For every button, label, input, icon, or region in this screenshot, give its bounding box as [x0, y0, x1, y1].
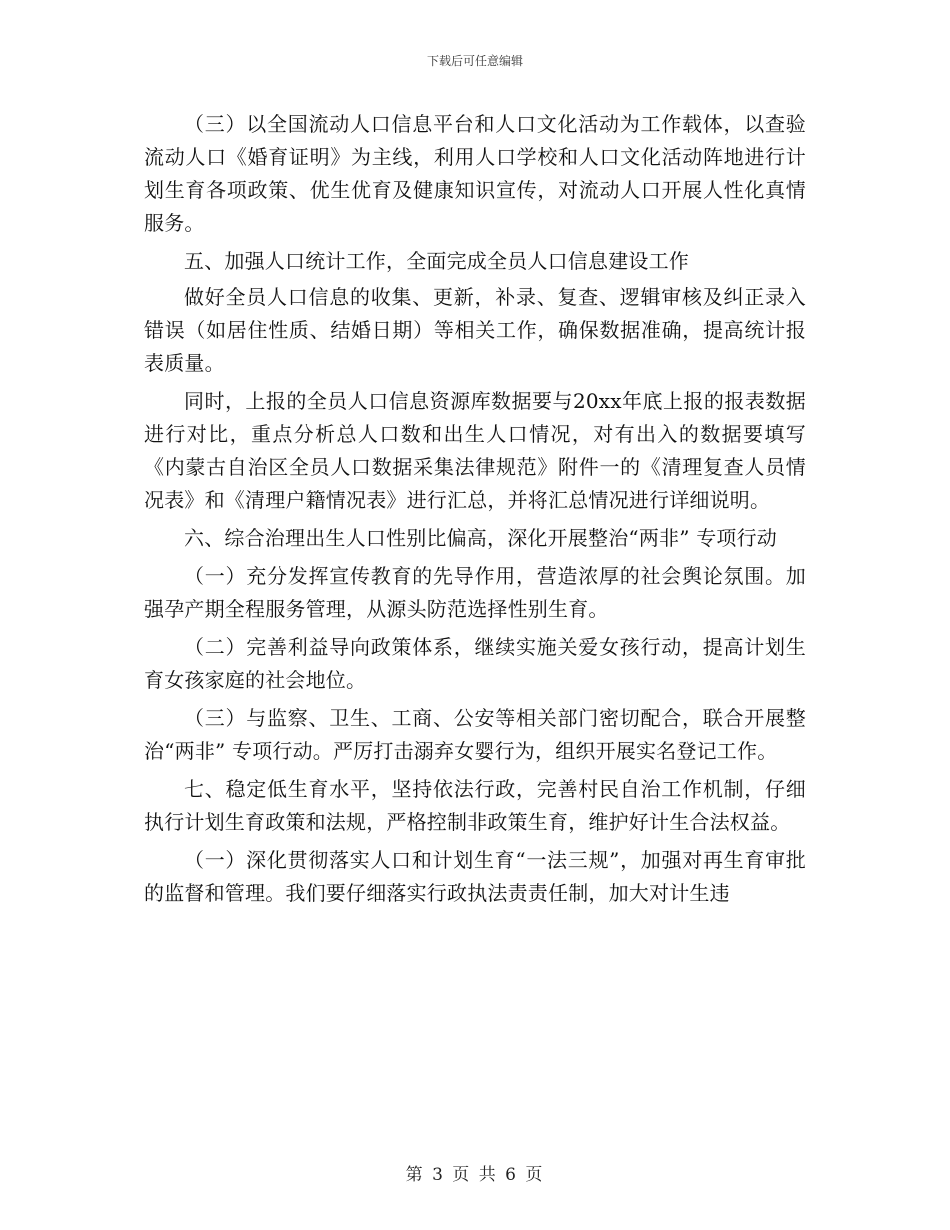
section-heading-6: 六、综合治理出生人口性别比偏高，深化开展整治“两非” 专项行动 — [184, 526, 778, 550]
section-heading-5: 五、加强人口统计工作，全面完成全员人口信息建设工作 — [184, 249, 689, 273]
page-footer: 第 3 页 共 6 页 — [405, 1165, 545, 1185]
paragraph-6-3: （三）与监察、卫生、工商、公安等相关部门密切配合，联合开展整治“两非” 专项行动。严厉打击溺弃女婴行为，组织开展实名登记工作。 — [144, 706, 806, 763]
document-body — [144, 108, 806, 915]
paragraph-info-collection: 做好全员人口信息的收集、更新，补录、复查、逻辑审核及纠正录入错误（如居住性质、结婚日期）等相关工作，确保数据准确，提高统计报表质量。 — [144, 285, 806, 375]
section-heading-7: 七、稳定低生育水平，坚持依法行政，完善村民自治工作机制，仔细执行计划生育政策和法规，严格控制非政策生育，维护好计生合法权益。 — [144, 777, 806, 834]
page-header: 下载后可任意编辑 — [426, 54, 523, 68]
paragraph-data-comparison: 同时，上报的全员人口信息资源库数据要与20xx年底上报的报表数据进行对比，重点分析总人口数和出生人口情况，对有出入的数据要填写《内蒙古自治区全员人口数据采集法律规范》附件一的《清理复查人员情况表》和《清理户籍情况表》进行汇总，并将汇总情况进行详细说明。 — [144, 389, 806, 512]
paragraph-7-1: （一）深化贯彻落实人口和计划生育“一法三规”，加强对再生育审批的监督和管理。我们要仔细落实行政执法责责任制，加大对计生违 — [144, 848, 806, 905]
paragraph-3-platform: （三）以全国流动人口信息平台和人口文化活动为工作载体，以查验流动人口《婚育证明》为主线，利用人口学校和人口文化活动阵地进行计划生育各项政策、优生优育及健康知识宣传，对流动人口开展人性化真情服务。 — [144, 112, 806, 235]
paragraph-6-1: （一）充分发挥宣传教育的先导作用，营造浓厚的社会舆论氛围。加强孕产期全程服务管理，从源头防范选择性别生育。 — [144, 564, 806, 621]
paragraph-6-2: （二）完善利益导向政策体系，继续实施关爱女孩行动，提高计划生育女孩家庭的社会地位。 — [144, 635, 806, 692]
